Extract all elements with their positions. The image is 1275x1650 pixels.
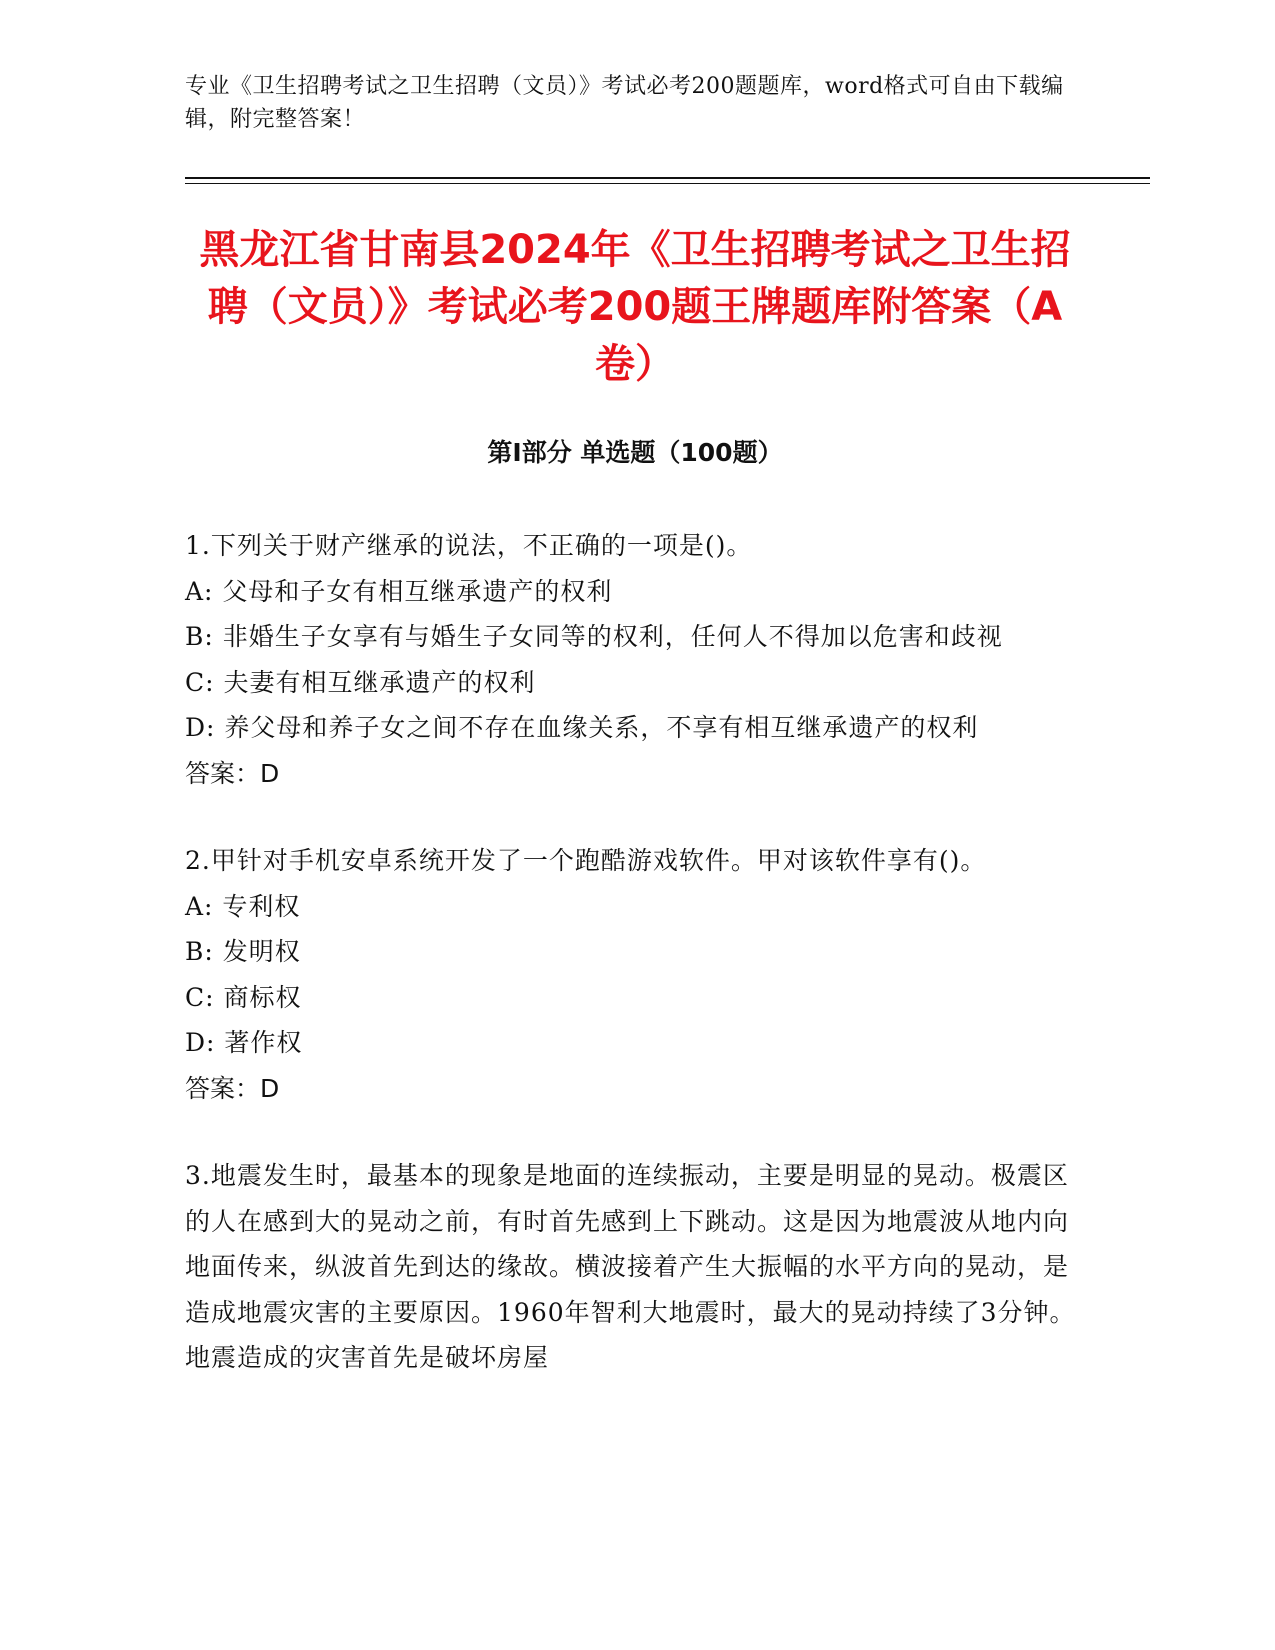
option-a: A: 专利权 <box>185 891 301 921</box>
question-stem: 3.地震发生时，最基本的现象是地面的连续振动，主要是明显的晃动。极震区的人在感到大的晃动之前，有时首先感到上下跳动。这是因为地震波从地内向地面传来，纵波首先到达的缘故。横波接着产生大振幅的水平方向的晃动，是造成地震灾害的主要原因。1960年智利大地震时，最大的晃动持续了3分钟。地震造成的灾害首先是破坏房屋 <box>185 1161 1076 1372</box>
section-heading: 第I部分 单选题（100题） <box>487 438 783 467</box>
header-divider-thick <box>185 177 1150 179</box>
header-note: 专业《卫生招聘考试之卫生招聘（文员）》考试必考200题题库，word格式可自由下载编辑，附完整答案！ <box>185 74 1064 132</box>
option-c: C: 夫妻有相互继承遗产的权利 <box>185 667 536 697</box>
option-d: D: 著作权 <box>185 1028 303 1057</box>
header-divider-thin <box>185 183 1150 184</box>
option-c: C: 商标权 <box>185 982 302 1012</box>
question-stem: 2.甲针对手机安卓系统开发了一个跑酷游戏软件。甲对该软件享有()。 <box>185 846 987 875</box>
question-list <box>185 523 1085 1423</box>
answer-label: 答案：D <box>185 758 280 788</box>
option-b: B: 发明权 <box>185 937 301 966</box>
document-title: 黑龙江省甘南县2024年《卫生招聘考试之卫生招聘（文员）》考试必考200题王牌题库附答案（A卷） <box>199 227 1071 387</box>
question-stem: 1.下列关于财产继承的说法，不正确的一项是()。 <box>185 531 753 560</box>
answer-label: 答案：D <box>185 1073 280 1103</box>
question-3 <box>185 1153 1085 1381</box>
question-2 <box>185 838 1085 1111</box>
option-a: A: 父母和子女有相互继承遗产的权利 <box>185 576 613 606</box>
question-1 <box>185 523 1085 796</box>
option-d: D: 养父母和养子女之间不存在血缘关系，不享有相互继承遗产的权利 <box>185 713 979 742</box>
option-b: B: 非婚生子女享有与婚生子女同等的权利，任何人不得加以危害和歧视 <box>185 622 1003 651</box>
